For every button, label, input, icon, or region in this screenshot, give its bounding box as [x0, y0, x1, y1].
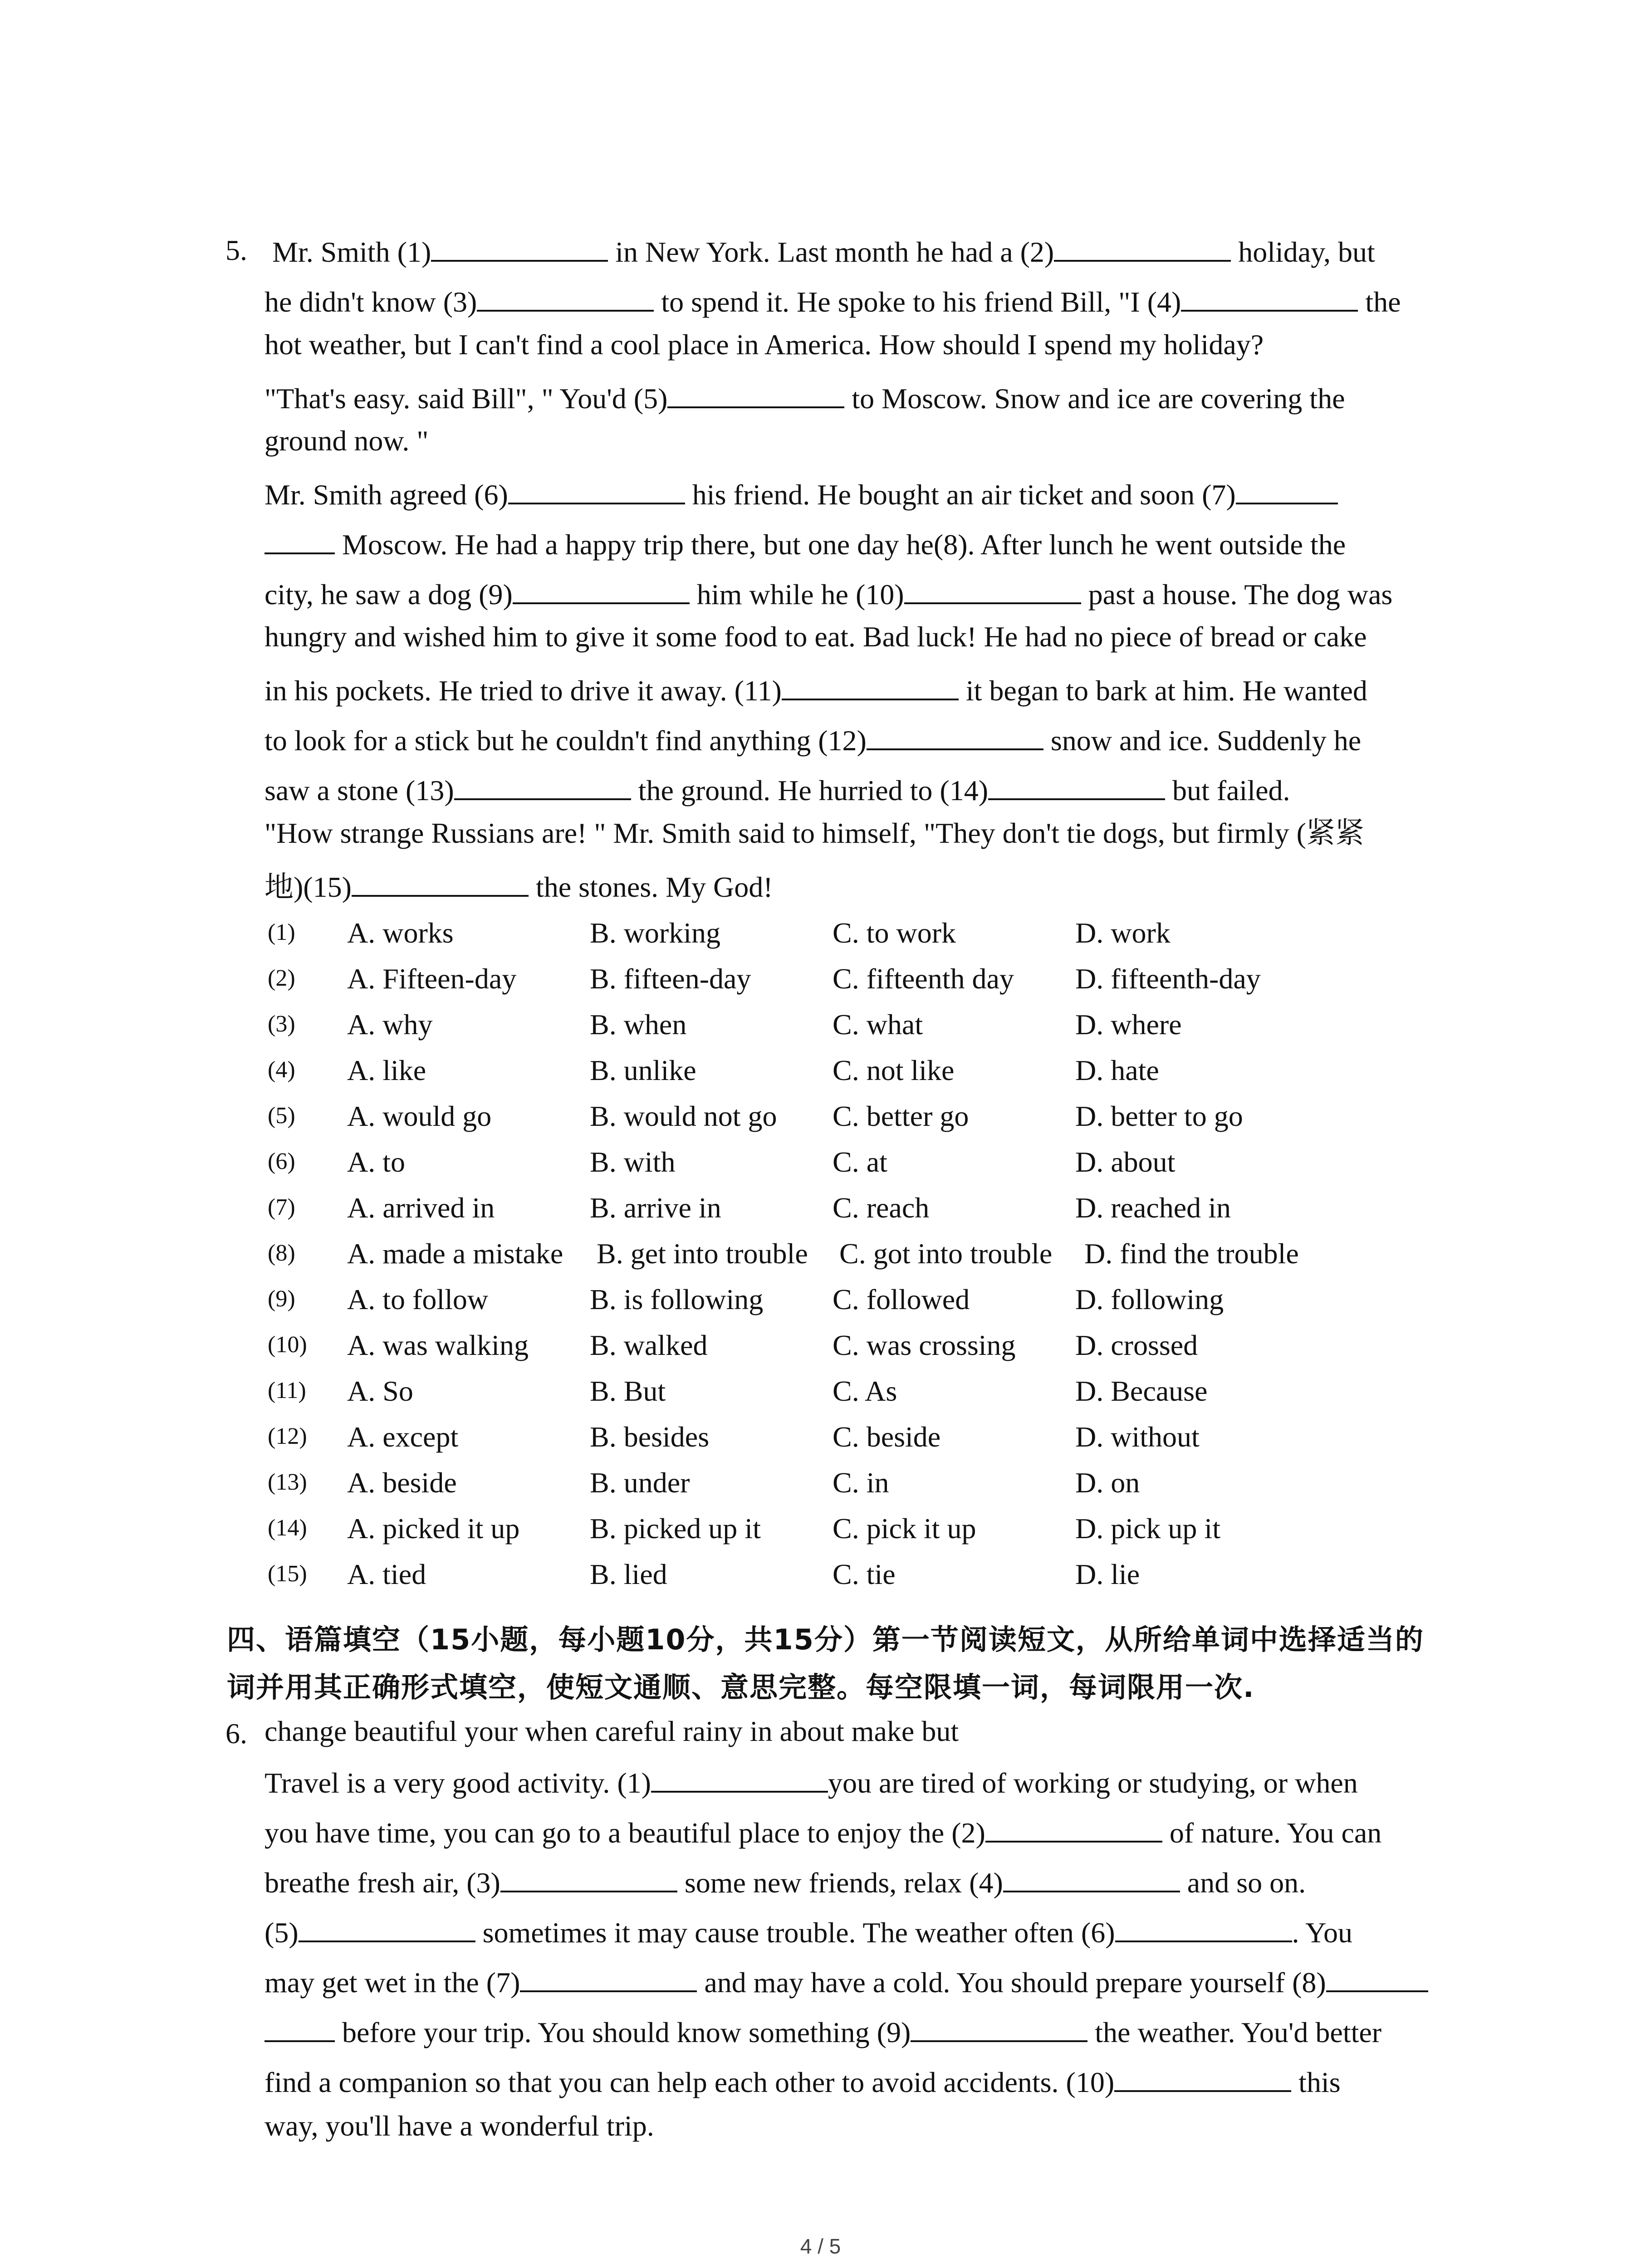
q6-blank-10[interactable]: [1114, 2064, 1291, 2092]
blank-7b[interactable]: [265, 526, 335, 554]
option-a[interactable]: A. picked it up: [347, 1512, 520, 1545]
option-a[interactable]: A. like: [347, 1054, 426, 1086]
q6-line-3: breathe fresh air, (3) some new friends, relax (4) and so on.: [265, 1864, 1306, 1897]
option-row-number: (12): [268, 1423, 307, 1449]
option-a[interactable]: A. tied: [347, 1558, 426, 1590]
q6-blank-9[interactable]: [911, 2014, 1087, 2042]
option-d[interactable]: D. hate: [1075, 1054, 1159, 1086]
q6-line-1: Travel is a very good activity. (1) you are tired of working or studying, or when: [265, 1765, 1358, 1798]
question-6-number: 6.: [225, 1717, 247, 1750]
option-c[interactable]: C. pick it up: [833, 1512, 976, 1545]
page-number: 4 / 5: [800, 2234, 841, 2258]
option-row-number: (10): [268, 1332, 307, 1358]
blank-14[interactable]: [988, 772, 1165, 800]
blank-12[interactable]: [867, 722, 1043, 750]
option-d[interactable]: D. work: [1075, 917, 1171, 949]
blank-1[interactable]: [431, 234, 608, 262]
option-b[interactable]: B. is following: [590, 1283, 764, 1315]
option-d[interactable]: D. on: [1075, 1466, 1140, 1499]
option-c[interactable]: C. followed: [833, 1283, 970, 1315]
q5-line-8: city, he saw a dog (9) him while he (10) past a house. The dog was: [265, 576, 1392, 609]
option-d[interactable]: D. reached in: [1075, 1192, 1231, 1224]
q6-line-5: may get wet in the (7) and may have a cold. You should prepare yourself (8): [265, 1964, 1428, 1997]
q5-line-2: he didn't know (3) to spend it. He spoke to his friend Bill, "I (4) the: [265, 284, 1401, 317]
blank-5[interactable]: [667, 380, 844, 408]
q6-line-6: before your trip. You should know something (9) the weather. You'd better: [265, 2014, 1381, 2047]
q6-blank-4[interactable]: [1003, 1864, 1180, 1892]
q6-line-7: find a companion so that you can help each other to avoid accidents. (10) this: [265, 2064, 1341, 2097]
option-a[interactable]: A. was walking: [347, 1329, 529, 1361]
q6-blank-1[interactable]: [651, 1765, 828, 1793]
option-b[interactable]: B. walked: [590, 1329, 708, 1361]
q6-blank-5[interactable]: [299, 1914, 475, 1942]
option-b[interactable]: B. fifteen-day: [590, 963, 751, 995]
option-b[interactable]: B. unlike: [590, 1054, 696, 1086]
option-b[interactable]: B. with: [590, 1146, 676, 1178]
option-d[interactable]: D. pick up it: [1075, 1512, 1220, 1545]
option-d[interactable]: D. better to go: [1075, 1100, 1243, 1132]
blank-2[interactable]: [1054, 234, 1231, 262]
q6-word-bank: change beautiful your when careful rainy in about make but: [265, 1715, 959, 1747]
q6-line-4: (5) sometimes it may cause trouble. The weather often (6) . You: [265, 1914, 1352, 1947]
option-row-number: (2): [268, 965, 295, 991]
option-b[interactable]: B. arrive in: [590, 1192, 721, 1224]
option-row-number: (9): [268, 1286, 295, 1312]
q5-line-6: Mr. Smith agreed (6) his friend. He bought an air ticket and soon (7): [265, 476, 1338, 509]
option-row-number: (13): [268, 1469, 307, 1495]
q5-line-1: Mr. Smith (1) in New York. Last month he had a (2) holiday, but: [272, 234, 1375, 267]
option-d[interactable]: D. crossed: [1075, 1329, 1198, 1361]
option-a[interactable]: A. why: [347, 1008, 433, 1041]
q5-line-5: ground now. ": [265, 425, 429, 457]
option-row-number: (15): [268, 1561, 307, 1587]
section-4-heading-line-1: 四、语篇填空（15小题，每小题10分，共15分）第一节阅读短文，从所给单词中选择适当的: [227, 1623, 1424, 1656]
blank-15[interactable]: [352, 869, 529, 897]
option-c[interactable]: C. tie: [833, 1558, 896, 1590]
option-d[interactable]: D. without: [1075, 1421, 1200, 1453]
option-b[interactable]: B. under: [590, 1466, 690, 1499]
option-b[interactable]: B. working: [590, 917, 720, 949]
option-c[interactable]: C. reach: [833, 1192, 930, 1224]
q6-blank-8b[interactable]: [265, 2014, 335, 2042]
q6-blank-6[interactable]: [1115, 1914, 1292, 1942]
blank-7a[interactable]: [1236, 476, 1338, 504]
blank-11[interactable]: [782, 672, 959, 700]
q5-line-9: hungry and wished him to give it some food to eat. Bad luck! He had no piece of bread or cake: [265, 621, 1367, 653]
option-d[interactable]: D. where: [1075, 1008, 1182, 1041]
option-a[interactable]: A. to follow: [347, 1283, 489, 1315]
option-d[interactable]: D. Because: [1075, 1375, 1208, 1407]
option-row-number: (5): [268, 1103, 295, 1129]
option-a[interactable]: A. to: [347, 1146, 405, 1178]
option-b[interactable]: B. picked up it: [590, 1512, 761, 1545]
option-a[interactable]: A. Fifteen-day: [347, 963, 517, 995]
option-d[interactable]: D. following: [1075, 1283, 1224, 1315]
option-row-number: (14): [268, 1515, 307, 1541]
q5-line-14: 地)(15) the stones. My God!: [265, 869, 773, 902]
blank-4[interactable]: [1181, 284, 1358, 312]
q5-line-4: "That's easy. said Bill", " You'd (5) to Moscow. Snow and ice are covering the: [265, 380, 1345, 413]
option-b[interactable]: B. besides: [590, 1421, 710, 1453]
option-row-number: (6): [268, 1149, 295, 1174]
option-c[interactable]: C. fifteenth day: [833, 963, 1014, 995]
option-row-number: (7): [268, 1194, 295, 1220]
option-c[interactable]: C. was crossing: [833, 1329, 1016, 1361]
option-row-number: (11): [268, 1378, 306, 1403]
option-c[interactable]: C. in: [833, 1466, 889, 1499]
option-c[interactable]: C. better go: [833, 1100, 969, 1132]
option-a[interactable]: A. beside: [347, 1466, 457, 1499]
blank-13[interactable]: [454, 772, 631, 800]
q5-line-11: to look for a stick but he couldn't find anything (12) snow and ice. Suddenly he: [265, 722, 1361, 755]
option-a[interactable]: A. works: [347, 917, 454, 949]
option-b[interactable]: B. would not go: [590, 1100, 777, 1132]
option-c[interactable]: C. beside: [833, 1421, 941, 1453]
blank-9[interactable]: [513, 576, 690, 604]
option-c[interactable]: C. As: [833, 1375, 897, 1407]
option-row-number: (1): [268, 919, 295, 945]
q6-line-2: you have time, you can go to a beautiful place to enjoy the (2) of nature. You can: [265, 1814, 1381, 1848]
option-b[interactable]: B. lied: [590, 1558, 667, 1590]
q6-blank-3[interactable]: [500, 1864, 677, 1892]
q6-blank-7[interactable]: [520, 1964, 697, 1992]
option-c[interactable]: C. at: [833, 1146, 887, 1178]
option-c[interactable]: C. not like: [833, 1054, 955, 1086]
option-row-number: (3): [268, 1011, 295, 1037]
option-c[interactable]: C. what: [833, 1008, 923, 1041]
q5-line-3: hot weather, but I can't find a cool place in America. How should I spend my holiday?: [265, 328, 1264, 361]
option-b[interactable]: B. But: [590, 1375, 666, 1407]
option-row-number: (8): [268, 1240, 295, 1266]
option-d[interactable]: D. fifteenth-day: [1075, 963, 1261, 995]
option-d[interactable]: D. find the trouble: [1084, 1237, 1299, 1270]
section-4-heading-line-2: 词并用其正确形式填空，使短文通顺、意思完整。每空限填一词，每词限用一次.: [227, 1671, 1255, 1704]
option-c[interactable]: C. to work: [833, 917, 956, 949]
option-a[interactable]: A. except: [347, 1421, 459, 1453]
q6-line-8: way, you'll have a wonderful trip.: [265, 2110, 654, 2142]
option-d[interactable]: D. about: [1075, 1146, 1176, 1178]
option-a[interactable]: A. So: [347, 1375, 413, 1407]
q5-line-13: "How strange Russians are! " Mr. Smith said to himself, "They don't tie dogs, but firmly (紧紧: [265, 817, 1364, 849]
option-a[interactable]: A. arrived in: [347, 1192, 495, 1224]
option-a[interactable]: A. would go: [347, 1100, 492, 1132]
q6-blank-2[interactable]: [985, 1814, 1162, 1843]
option-c[interactable]: C. got into trouble: [839, 1237, 1053, 1270]
q5-line-10: in his pockets. He tried to drive it away. (11) it began to bark at him. He wanted: [265, 672, 1367, 705]
blank-10[interactable]: [904, 576, 1081, 604]
option-b[interactable]: B. get into trouble: [597, 1237, 808, 1270]
blank-3[interactable]: [477, 284, 654, 312]
blank-6[interactable]: [508, 476, 685, 504]
q5-line-12: saw a stone (13) the ground. He hurried to (14) but failed.: [265, 772, 1290, 805]
question-5-number: 5.: [225, 234, 247, 266]
option-b[interactable]: B. when: [590, 1008, 687, 1041]
q5-line-7: Moscow. He had a happy trip there, but one day he(8). After lunch he went outside the: [265, 526, 1346, 559]
q6-blank-8a[interactable]: [1326, 1964, 1428, 1992]
option-row-number: (4): [268, 1057, 295, 1083]
option-a[interactable]: A. made a mistake: [347, 1237, 563, 1270]
option-d[interactable]: D. lie: [1075, 1558, 1140, 1590]
